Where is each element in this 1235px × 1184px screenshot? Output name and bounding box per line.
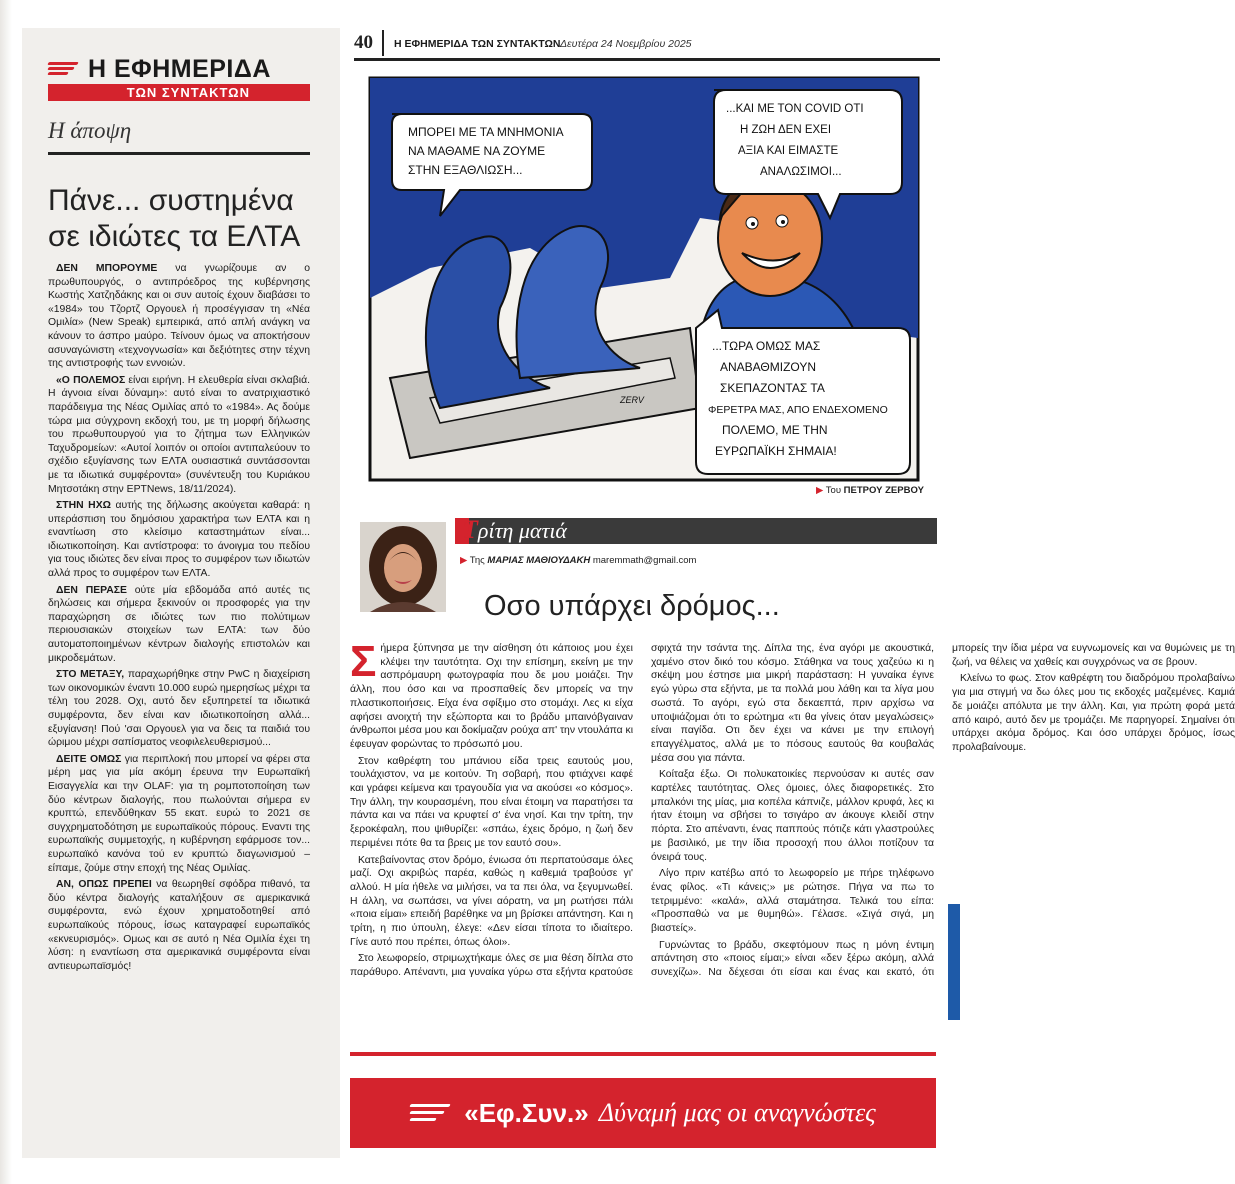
article-paragraph: Κλείνω το φως. Στον καθρέφτη του διαδρόμου προλαβαίνω για μια στιγμή να δω όλες μου τις εκδοχές μαζεμένες. Καμιά δε μοιάζει απόλυτα με την άλλη. Και, για πρώτη φορά μετά από καιρό, αυτό δεν με τρομάζει. Με παρηγορεί. Σημαίνει ότι υπάρχει ακόμα δρόμος. Και όσο υπάρχει δρόμος, ίσως προλαβαίνουμε. bbox=[952, 673, 1235, 753]
bubble-right-line: ...ΚΑΙ ΜΕ ΤΟΝ COVID ΟΤΙ bbox=[726, 103, 864, 115]
article-paragraph: Κατεβαίνοντας στον δρόμο, ένιωσα ότι περπατούσαμε όλες μαζί. Οχι ακριβώς παρέα, καθώς η καθεμιά τραβούσε γι' αλλού. Η μία ήθελε να μιλήσει, να τα πει όλα, να ξεγυμνωθεί. Η άλλη, να σωπάσει, να γίνει αόρατη, να μη ρωτήσει πάλι «ποια είμαι» επειδή βαρέθηκε να μη βρίσκει απάντηση. Και η τρίτη, η πιο ύπουλη, έλεγε: «Δεν είσαι τίποτα το ιδιαίτερο. Γίνε αυτό που πρέπει, όπως όλοι». bbox=[350, 854, 633, 948]
bubble-bottom-line: ΣΚΕΠΑΖΟΝΤΑΣ ΤΑ bbox=[720, 381, 825, 395]
header-divider bbox=[382, 30, 384, 56]
promo-slogan: Δύναμή μας οι αναγνώστες bbox=[598, 1098, 876, 1127]
bubble-bottom-line: ...ΤΩΡΑ ΟΜΩΣ ΜΑΣ bbox=[712, 339, 821, 353]
bubble-bottom-line: ΠΟΛΕΜΟ, ΜΕ ΤΗΝ bbox=[722, 423, 828, 437]
bubble-bottom-line: ΑΝΑΒΑΘΜΙΖΟΥΝ bbox=[720, 360, 817, 374]
article-paragraph: Γυρνώντας το βράδυ, σκεφτόμουν πως η μόνη έντιμη απάντηση στο «ποιος είμαι;» είναι «δεν ξέρω ακόμη, αλλά συνεχίζω». Να δέχεσαι ότι είσαι και ένας και εκατό, ότι μπορείς την ίδια μέρα να ευγνωμονείς και να θυμώνεις με τη ζωή, να θέλεις να χαθείς και συγχρόνως να σε βρουν. bbox=[651, 643, 1235, 979]
editorial-paragraph: ΣΤΗΝ ΗΧΩ αυτής της δήλωσης ακούγεται καθαρά: η υπεράσπιση του δημόσιου χαρακτήρα των ΕΛΤΑ και η εναντίωση στο κλείσιμο καταστημάτων είναι... ιδιωτικοποίηση. Και αντίστροφα: το άνοιγμα του πεδίου για τους ιδιώτες δεν είναι προς το συμφέρον των ιδιωτών αλλά προς το συμφέρον των ΕΛΤΑ. bbox=[48, 500, 310, 580]
page-number: 40 bbox=[354, 32, 373, 53]
speed-lines-icon bbox=[410, 1102, 454, 1124]
article-paragraph: Κοίταξα έξω. Οι πολυκατοικίες περνούσαν κι αυτές σαν καρτέλες ταυτότητας. Ολες όμοιες, όλες διαφορετικές. Στο μπαλκόνι της μίας, μια κοπέλα κάπνιζε, μάλλον κρυφά, λες κι ήταν έτοιμη να σβήσει το τσιγάρο αν άκουγε κλειδί στην πόρτα. Στο απέναντι, ένας παππούς πότιζε κάτι γλαστρούλες με βασιλικό, με την ίδια προσοχή που άλλοι ποτίζουν τα όνειρά τους. bbox=[651, 769, 934, 863]
article-paragraph: Λίγο πριν κατέβω από το λεωφορείο με πήρε τηλέφωνο ένας φίλος. «Τι κάνεις;» με ρώτησε. Πήγα να πω το τετριμμένο: «καλά», αλλά σταμάτησα. Τελικά του είπα: «Προσπαθώ να με θυμηθώ». Γέλασε. «Σιγά σιγά, μη βιαστείς». bbox=[651, 868, 934, 935]
editorial-paragraph: ΔΕΝ ΜΠΟΡΟΥΜΕ να γνωρίζουμε αν ο πρωθυπουργός, ο αντιπρόεδρος της κυβέρνησης Κωστής Χατζηδάκης και οι συν αυτοίς έχουν διαβάσει το «1984» του Τζορτζ Οργουελ ή προσέγγισαν τη «Νέα Ομιλία» (New Speak) εμπειρικά, από απλή ανάγκη να κάνουν το άσπρο μαύρο. Τείνουν όμως να αποκτήσουν ασυναγώνιστη «τεχνογνωσία» και δεξιότητες στην τέχνη της αντιστροφής των εννοιών. bbox=[48, 263, 311, 370]
section-label: Η άποψη bbox=[48, 118, 132, 143]
author-photo bbox=[360, 522, 446, 612]
bubble-right-line: ΑΝΑΛΩΣΙΜΟΙ... bbox=[760, 166, 842, 178]
editorial-paragraph: ΣΤΟ ΜΕΤΑΞΥ, παραχωρήθηκε στην PwC η διαχείριση των οικονομικών έναντι 10.000 ευρώ ημερησίως μέχρι τα τέλη του 2028. Οχι, αυτό δεν εξυπηρετεί τα ιδιωτικά συμφέροντα, δεν είναι καν ιδιωτικοποίηση αλλά... εξυγίανση! Πού 'σαι Οργουελ για να δεις τα παιδιά του ώριμου μέχρι σαπίσματος νεοφιλελευθερισμού... bbox=[48, 669, 311, 749]
political-cartoon bbox=[370, 78, 918, 480]
masthead-title: Η ΕΦΗΜΕΡΙΔΑ bbox=[88, 54, 271, 83]
cartoon-credit: ▶ Του ΠΕΤΡΟΥ ΖΕΡΒΟΥ bbox=[816, 485, 924, 496]
promo-banner[interactable] bbox=[350, 1078, 936, 1148]
author-email[interactable]: maremmath@gmail.com bbox=[592, 555, 697, 566]
speed-lines-icon bbox=[48, 60, 82, 78]
bottom-divider bbox=[350, 1052, 936, 1056]
bubble-left-line: ΣΤΗΝ ΕΞΑΘΛΙΩΣΗ... bbox=[408, 163, 523, 177]
bubble-bottom-line: ΦΕΡΕΤΡΑ ΜΑΣ, ΑΠΟ ΕΝΔΕΧΟΜΕΝΟ bbox=[708, 404, 888, 416]
masthead-logo[interactable] bbox=[48, 56, 310, 101]
article-paragraph: Σήμερα ξύπνησα με την αίσθηση ότι κάποιος μου έχει κλέψει την ταυτότητα. Οχι την επίσημη, εκείνη με την ασπρόμαυρη φωτογραφία που δε μου μοιάζει. Την άλλη, που όσο και να προσπαθείς δεν μπορείς να την πλαστικοποιήσεις. Είχα ένα σφίξιμο στο στομάχι. Λες κι είχα αφήσει ανοιχτή την εξώπορτα και το βράδυ μπαινόβγαιναν άνθρωποι μέσα μου και δοκίμαζαν ρούχα απ' την ντουλάπα κι έφευγαν φορώντας το πρόσωπό μου. bbox=[350, 637, 633, 750]
page-edge-tab bbox=[948, 904, 960, 1020]
triangle-icon: ▶ bbox=[460, 555, 468, 566]
editorial-paragraph: ΔΕΝ ΠΕΡΑΣΕ ούτε μία εβδομάδα από αυτές τις δηλώσεις και σήμερα ξεκινούν οι προσφορές για την παραχώρηση σε ιδιώτες των πιο πολύτιμων περιουσιακών στοιχείων των ΕΛΤΑ: των δύο αυτοματοποιημένων κέντρων διαλογής επιστολών και μικροδεμάτων. bbox=[48, 584, 310, 664]
article-body bbox=[350, 637, 1235, 992]
bubble-right-line: Η ΖΩΗ ΔΕΝ ΕΧΕΙ bbox=[740, 124, 832, 136]
promo-brand: «Εφ.Συν.» bbox=[464, 1097, 589, 1128]
bubble-left-line: ΝΑ ΜΑΘΑΜΕ ΝΑ ΖΟΥΜΕ bbox=[408, 144, 546, 158]
triangle-icon: ▶ bbox=[816, 485, 824, 496]
article-paragraph: Στο λεωφορείο, στριμωχτήκαμε όλες σε μια θέση δίπλα στο παράθυρο. Απέναντι, μια γυναίκα γύρω στα εξήντα κρατούσε σφιχτά την τσάντα της. Δίπλα της, ένα αγόρι με ακουστικά, χαμένο στον δικό του κόσμο. Στάθηκα να τους χαζεύω κι η σκέψη μου έστησε μια μικρή παράσταση: Η γυναίκα έγινε εγώ γύρω στα εξήντα, με τα πολλά μου λάθη και τα λίγα μου σωστά. Το αγόρι, εγώ στα δεκαεπτά, πριν αρχίσω να υποψιάζομαι ότι το ερώτημα «τι θα γίνεις όταν μεγαλώσεις» είναι παγίδα. Οτι δεν έχει να κάνει με την επιλογή επαγγέλματος, αλλά με το πόσους εαυτούς θα κουβαλάς μέσα σου για πάντα. bbox=[350, 643, 934, 979]
column-title: Τρίτη ματιά bbox=[462, 515, 567, 544]
editorial-paragraph: «Ο ΠΟΛΕΜΟΣ είναι ειρήνη. Η ελευθερία είναι σκλαβιά. Η άγνοια είναι δύναμη»: αυτό είναι το ανατριχιαστικό παράδειγμα της Νέας Ομιλίας από το «1984». Ας δούμε τώρα μια σύγχρονη εκδοχή του, με τη μορφή δήλωσης του πρωθυπουργού για το ζήτημα των Ελληνικών Ταχυδρομείων: «Αυτοί λοιπόν οι οποίοι αντιπαλεύουν το σχέδιο εξυγίανσης των ΕΛΤΑ ουσιαστικά συντάσσονται με τα ιδιωτικά συμφέροντα» (συνέντευξη του Κυριάκου Μητσοτάκη στην ΕΡΤNews, 18/11/2024). bbox=[48, 374, 310, 495]
editorial-paragraph: ΔΕΙΤΕ ΟΜΩΣ για περιπλοκή που μπορεί να φέρει στα μέρη μας για μία ακόμη έρευνα την Ευρωπαϊκή Εισαγγελία και την OLAF: για τη ρομποτοποίηση των δύο κέντρων διαλογής, που πωλούνται σήμερα εν κρυπτώ, επενδύθηκαν 55 εκατ. ευρώ το 2021 σε συγχρηματοδότηση με ευρωπαϊκούς πόρους. Εναντι της ευρωπαϊκής συμμετοχής, η κυβέρνηση εφάρμοσε τον... ευρωπαϊκό κανόνα τού εν κρυπτώ διαγωνισμού – είπαμε, ζούμε στην εποχή της Νέας Ομιλίας. bbox=[48, 753, 310, 874]
editorial-headline: Πάνε... συστημένα σε ιδιώτες τα ΕΛΤΑ bbox=[48, 184, 301, 253]
article-paragraph: Στον καθρέφτη του μπάνιου είδα τρεις εαυτούς μου, τουλάχιστον, να με κοιτούν. Τη σοβαρή, που φτιάχνει καφέ και γράφει κείμενα και τραγουδία για να ακούσει «ο κόσμος». Την άλλη, την κουρασμένη, που είναι έτοιμη να παρατήσει τα πάντα και να πάει να κρυφτεί σ' ένα νησί. Και την τρίτη, την ξεροκέφαλη, που ψιθυρίζει: «σπάω, έχεις δρόμο, η ζωή δεν περιμένει πότε θα τα βρεις με τον εαυτό σου». bbox=[350, 755, 633, 849]
editorial-body bbox=[48, 262, 310, 976]
bubble-right-line: ΑΞΙΑ ΚΑΙ ΕΙΜΑΣΤΕ bbox=[738, 145, 839, 157]
cartoonist-signature: ZERV bbox=[620, 395, 644, 405]
header-paper-name: Η ΕΦΗΜΕΡΙΔΑ ΤΩΝ ΣΥΝΤΑΚΤΩΝ bbox=[394, 38, 561, 50]
drop-cap: Σ bbox=[350, 637, 377, 686]
article-headline: Οσο υπάρχει δρόμος... bbox=[484, 590, 780, 622]
article-byline: ▶ Της ΜΑΡΙΑΣ ΜΑΘΙΟΥΔΑΚΗ maremmath@gmail.com bbox=[460, 555, 697, 566]
header-date: Δευτέρα 24 Νοεμβρίου 2025 bbox=[560, 38, 692, 50]
section-divider bbox=[48, 152, 310, 155]
masthead-subtitle: ΤΩΝ ΣΥΝΤΑΚΤΩΝ bbox=[48, 84, 310, 101]
editorial-paragraph: ΑΝ, ΟΠΩΣ ΠΡΕΠΕΙ να θεωρηθεί σφόδρα πιθανό, τα δύο κέντρα διαλογής καταλήξουν σε αμερικανικά συμφέροντα, ενώ έχουν χρηματοδοτηθεί από ευρωπαϊκούς πόρους, ίσως καταγραφεί ευρωπαϊκός «εκνευρισμός». Ομως και σε αυτό η Νέα Ομιλία έχει τη λύση: η εναντίωση στα αμερικανικά συμφέροντα είναι αντιευρωπαϊσμός! bbox=[48, 879, 310, 972]
scan-edge bbox=[0, 0, 12, 1184]
bubble-bottom-line: ΕΥΡΩΠΑΪΚΗ ΣΗΜΑΙΑ! bbox=[715, 444, 837, 458]
header-rule bbox=[354, 58, 940, 61]
bubble-left-line: ΜΠΟΡΕΙ ΜΕ ΤΑ ΜΝΗΜΟΝΙΑ bbox=[408, 125, 564, 139]
